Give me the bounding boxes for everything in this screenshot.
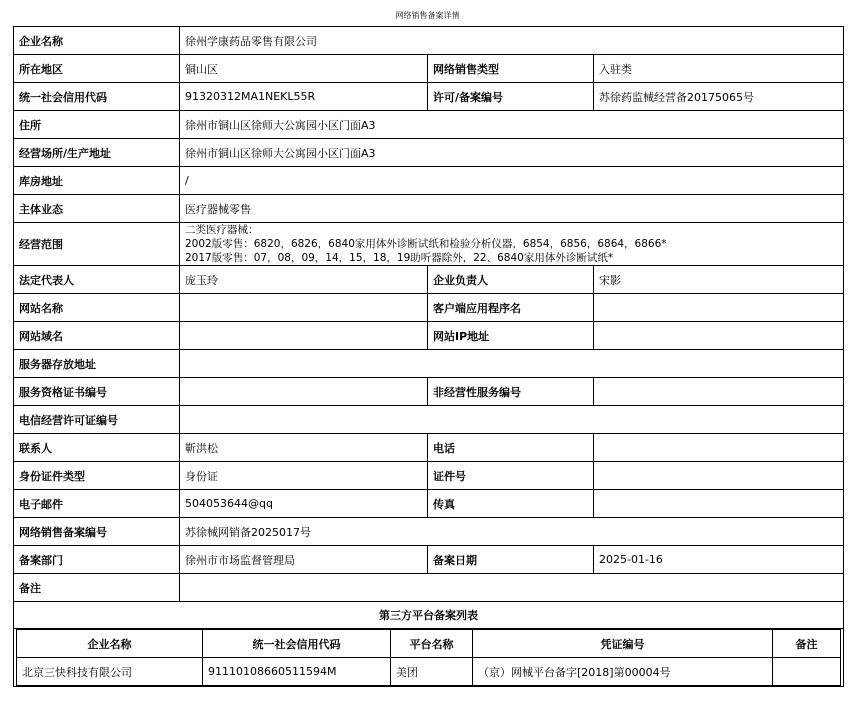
row-company-name (14, 27, 844, 55)
value-telecom-license (180, 406, 844, 434)
cell-certificate: （京）网械平台备字[2018]第00004号 (473, 658, 773, 686)
label-sales-type: 网络销售类型 (428, 55, 594, 83)
label-server-cert: 服务资格证书编号 (14, 378, 180, 406)
label-telecom-license: 电信经营许可证编号 (14, 406, 180, 434)
label-warehouse: 库房地址 (14, 167, 180, 195)
row-server-cert (14, 378, 844, 406)
value-credit-code: 91320312MA1NEKL55R (180, 83, 428, 111)
value-record-dept: 徐州市市场监督管理局 (180, 546, 428, 574)
value-server-location (180, 350, 844, 378)
value-legal-rep: 庞玉玲 (180, 266, 428, 294)
value-region: 铜山区 (180, 55, 428, 83)
cell-company: 北京三快科技有限公司 (17, 658, 203, 686)
label-company-head: 企业负责人 (428, 266, 594, 294)
col-header-company: 企业名称 (17, 630, 203, 658)
row-warehouse (14, 167, 844, 195)
value-id-type: 身份证 (180, 462, 428, 490)
value-business-form: 医疗器械零售 (180, 195, 844, 223)
row-third-party-list (14, 629, 844, 687)
row-third-party-title (14, 602, 844, 629)
value-remarks (180, 574, 844, 602)
label-online-record-no: 网络销售备案编号 (14, 518, 180, 546)
value-fax (594, 490, 844, 518)
label-record-dept: 备案部门 (14, 546, 180, 574)
row-legal-rep (14, 266, 844, 294)
label-client-app: 客户端应用程序名 (428, 294, 594, 322)
row-region (14, 55, 844, 83)
label-id-type: 身份证件类型 (14, 462, 180, 490)
col-header-platform: 平台名称 (391, 630, 473, 658)
value-business-address: 徐州市铜山区徐师大公寓园小区门面A3 (180, 139, 844, 167)
label-website-name: 网站名称 (14, 294, 180, 322)
business-scope-line: 二类医疗器械： (185, 224, 259, 236)
col-header-credit-code: 统一社会信用代码 (203, 630, 391, 658)
col-header-remarks: 备注 (773, 630, 841, 658)
row-website-name (14, 294, 844, 322)
row-contact (14, 434, 844, 462)
value-license-no: 苏徐药监械经营备20175065号 (594, 83, 844, 111)
row-remarks (14, 574, 844, 602)
label-residence: 住所 (14, 111, 180, 139)
business-scope-line: 2002版零售：6820，6826，6840家用体外诊断试纸和检验分析仪器，6854，6856，6864，6866* (185, 238, 667, 250)
third-party-title: 第三方平台备案列表 (14, 602, 844, 629)
label-fax: 传真 (428, 490, 594, 518)
table-row (17, 658, 841, 686)
business-scope-line: 2017版零售：07，08，09，14，15，18，19助听器除外，22、6840家用体外诊断试纸* (185, 252, 614, 264)
value-server-cert (180, 378, 428, 406)
value-website-domain (180, 322, 428, 350)
label-non-commercial-no: 非经营性服务编号 (428, 378, 594, 406)
record-detail-table (13, 26, 844, 687)
value-non-commercial-no (594, 378, 844, 406)
row-online-record-no (14, 518, 844, 546)
label-region: 所在地区 (14, 55, 180, 83)
label-business-form: 主体业态 (14, 195, 180, 223)
value-online-record-no: 苏徐械网销备2025017号 (180, 518, 844, 546)
value-email: 504053644@qq (180, 490, 428, 518)
label-legal-rep: 法定代表人 (14, 266, 180, 294)
value-record-date: 2025-01-16 (594, 546, 844, 574)
label-credit-code: 统一社会信用代码 (14, 83, 180, 111)
row-website-domain (14, 322, 844, 350)
value-company-name: 徐州学康药品零售有限公司 (180, 27, 844, 55)
row-email (14, 490, 844, 518)
label-remarks: 备注 (14, 574, 180, 602)
value-company-head: 宋影 (594, 266, 844, 294)
cell-credit-code: 91110108660511594M (203, 658, 391, 686)
label-record-date: 备案日期 (428, 546, 594, 574)
value-phone (594, 434, 844, 462)
value-sales-type: 入驻类 (594, 55, 844, 83)
row-business-scope (14, 223, 844, 266)
value-warehouse: / (180, 167, 844, 195)
row-record-dept (14, 546, 844, 574)
row-id-type (14, 462, 844, 490)
row-credit-code (14, 83, 844, 111)
row-server-location (14, 350, 844, 378)
label-company-name: 企业名称 (14, 27, 180, 55)
label-license-no: 许可/备案编号 (428, 83, 594, 111)
label-website-ip: 网站IP地址 (428, 322, 594, 350)
row-business-address (14, 139, 844, 167)
value-website-name (180, 294, 428, 322)
value-business-scope (180, 223, 844, 266)
label-business-address: 经营场所/生产地址 (14, 139, 180, 167)
value-residence: 徐州市铜山区徐师大公寓园小区门面A3 (180, 111, 844, 139)
label-website-domain: 网站域名 (14, 322, 180, 350)
row-business-form (14, 195, 844, 223)
cell-platform: 美团 (391, 658, 473, 686)
label-id-no: 证件号 (428, 462, 594, 490)
value-website-ip (594, 322, 844, 350)
third-party-header-row (17, 630, 841, 658)
label-business-scope: 经营范围 (14, 223, 180, 266)
value-id-no (594, 462, 844, 490)
row-telecom-license (14, 406, 844, 434)
third-party-table (16, 629, 841, 686)
value-contact: 靳洪松 (180, 434, 428, 462)
row-residence (14, 111, 844, 139)
label-contact: 联系人 (14, 434, 180, 462)
label-phone: 电话 (428, 434, 594, 462)
label-server-location: 服务器存放地址 (14, 350, 180, 378)
label-email: 电子邮件 (14, 490, 180, 518)
value-client-app (594, 294, 844, 322)
page-title: 网络销售备案详情 (395, 11, 460, 20)
col-header-certificate: 凭证编号 (473, 630, 773, 658)
cell-remarks (773, 658, 841, 686)
